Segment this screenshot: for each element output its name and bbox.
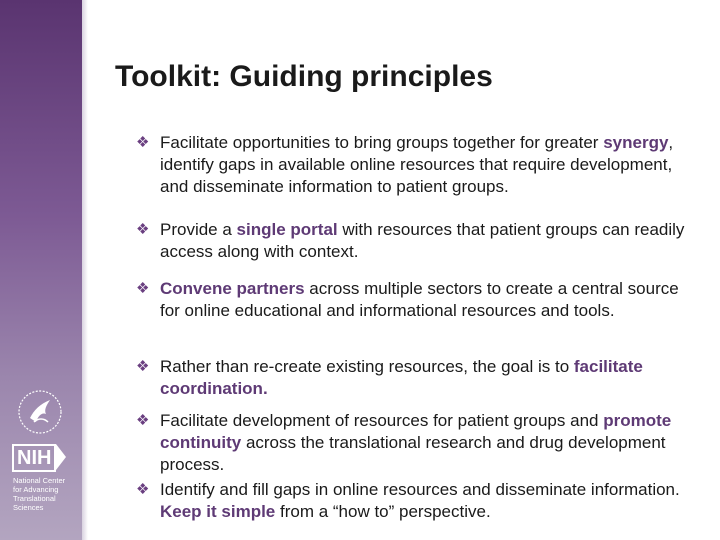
nih-logo-text: NIH [12,444,56,472]
bullet-text: Facilitate development of resources for patient groups and [160,411,604,430]
bullet-item [136,410,696,476]
bullet-text: Facilitate opportunities to bring groups together for greater [160,133,604,152]
bullet-item [136,278,696,322]
bullet-text: Identify and fill gaps in online resources and disseminate information. [160,480,680,499]
bullet-text: from a “how to” perspective. [275,502,491,521]
ncats-name [13,476,81,512]
bullet-item [136,479,696,523]
bullet-item [136,132,696,198]
bullet-highlight: promote continuity [160,411,672,452]
bullet-highlight: Convene partners [160,279,305,298]
bullet-item [136,356,696,400]
bullet-highlight: Keep it simple [160,502,276,521]
ncats-line: for Advancing [13,485,59,494]
diamond-bullet-icon: ❖ [136,280,150,297]
diamond-bullet-icon: ❖ [136,134,150,151]
diamond-bullet-icon: ❖ [136,221,150,238]
bullet-text: , identify gaps in available online resources that require development, and disseminate information to patient groups. [160,133,674,196]
bullet-item [136,219,696,263]
diamond-bullet-icon: ❖ [136,481,150,498]
side-bar [0,0,82,540]
bullet-highlight: single portal [236,220,338,239]
diamond-bullet-icon: ❖ [136,412,150,429]
bullet-text: Rather than re-create existing resources, the goal is to [160,357,574,376]
bullet-highlight: synergy [603,133,669,152]
ncats-line: National Center [13,476,66,485]
diamond-bullet-icon: ❖ [136,358,150,375]
slide-title: Toolkit: Guiding principles [115,60,493,93]
nih-logo [12,444,66,472]
hhs-eagle-icon [16,388,64,436]
bullet-text: across multiple sectors to create a central source for online educational and informational resources and tools. [160,279,679,320]
ncats-line: Translational Sciences [13,494,56,512]
bullet-text: Provide a [160,220,237,239]
side-divider [82,0,88,540]
bullet-highlight: facilitate coordination. [160,357,643,398]
nih-logo-arrow [56,444,66,470]
bullet-text: across the translational research and drug development process. [160,433,666,474]
bullet-text: with resources that patient groups can readily access along with context. [160,220,685,261]
